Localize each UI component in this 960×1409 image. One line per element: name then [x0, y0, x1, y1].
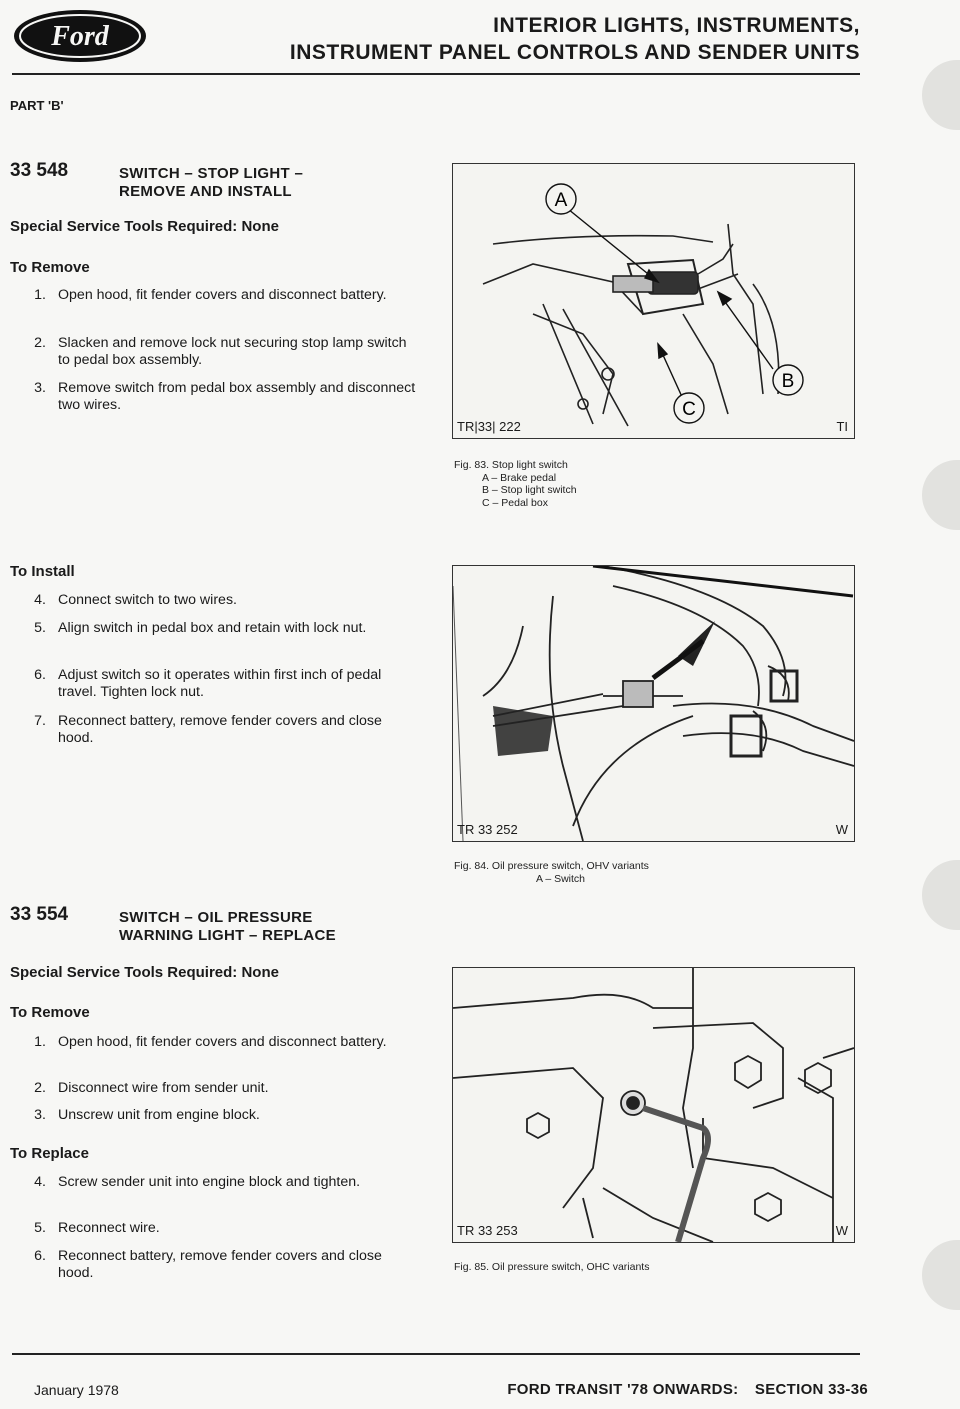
caption-item: B – Stop light switch — [482, 484, 577, 496]
install-heading: To Install — [10, 563, 75, 580]
figure-code: W — [835, 822, 848, 837]
ford-logo — [12, 8, 148, 64]
step: 2. Slacken and remove lock nut securing stop lamp switch to pedal box assembly. — [34, 335, 407, 368]
logo-text: Ford — [51, 21, 109, 52]
part-label: PART 'B' — [10, 98, 64, 113]
step: 6. Reconnect battery, remove fender covers and close hood. — [34, 1248, 382, 1281]
figure-oil-pressure-ohc — [452, 967, 855, 1243]
caption-title: Fig. 84. Oil pressure switch, OHV variants — [454, 860, 649, 872]
replace-heading: To Replace — [10, 1145, 89, 1162]
figure-caption — [454, 459, 577, 509]
figure-caption — [454, 860, 649, 885]
step: 3. Unscrew unit from engine block. — [34, 1107, 260, 1123]
caption-item: A – Switch — [536, 872, 586, 885]
footer-title — [507, 1381, 868, 1398]
figure-caption: Fig. 85. Oil pressure switch, OHC variants — [454, 1261, 650, 1273]
figure-code: W — [835, 1223, 848, 1238]
caption-title: Fig. 83. Stop light switch — [454, 459, 568, 471]
figure-stop-light-switch — [452, 163, 855, 439]
binding-hole — [922, 1240, 960, 1310]
binding-hole — [922, 460, 960, 530]
step: 5. Reconnect wire. — [34, 1220, 160, 1236]
caption-item: C – Pedal box — [482, 496, 548, 509]
section-title — [119, 909, 336, 945]
step: 4. Connect switch to two wires. — [34, 592, 237, 608]
callout-a: A — [554, 190, 568, 211]
figure-reference: TR|33| 222 — [457, 419, 521, 434]
footer-publication: FORD TRANSIT '78 ONWARDS: — [507, 1381, 739, 1398]
callout-c: C — [682, 399, 696, 420]
header-title-line1: INTERIOR LIGHTS, INSTRUMENTS, — [493, 14, 860, 37]
step: 2. Disconnect wire from sender unit. — [34, 1080, 269, 1096]
figure-reference: TR 33 252 — [457, 822, 518, 837]
step: 3. Remove switch from pedal box assembly and disconnect two wires. — [34, 380, 416, 413]
section-title-line2: WARNING LIGHT – REPLACE — [119, 927, 336, 944]
section-title-line1: SWITCH – OIL PRESSURE — [119, 909, 313, 926]
binding-hole — [922, 60, 960, 130]
page-header — [290, 12, 860, 66]
step: 4. Screw sender unit into engine block and tighten. — [34, 1174, 361, 1190]
figure-code: TI — [836, 419, 848, 434]
footer-rule — [12, 1353, 860, 1355]
footer-section: SECTION 33-36 — [754, 1381, 868, 1398]
step: 6. Adjust switch so it operates within first inch of pedal travel. Tighten lock nut. — [34, 667, 382, 700]
oil-pressure-ohv-illustration — [453, 566, 854, 841]
caption-item: A – Brake pedal — [482, 471, 557, 484]
step: 1. Open hood, fit fender covers and disconnect battery. — [34, 1034, 387, 1050]
tools-required: Special Service Tools Required: None — [10, 964, 279, 981]
section-title — [119, 165, 303, 201]
binding-hole — [922, 860, 960, 930]
stop-light-switch-illustration — [453, 164, 854, 438]
section-number: 33 554 — [10, 904, 69, 925]
section-title-line2: REMOVE AND INSTALL — [119, 183, 292, 200]
section-number: 33 548 — [10, 160, 69, 181]
footer-date: January 1978 — [34, 1382, 119, 1398]
header-rule — [12, 73, 860, 75]
step: 5. Align switch in pedal box and retain with lock nut. — [34, 620, 367, 636]
header-title-line2: INSTRUMENT PANEL CONTROLS AND SENDER UNITS — [289, 41, 860, 64]
remove-heading: To Remove — [10, 259, 90, 276]
figure-reference: TR 33 253 — [457, 1223, 518, 1238]
step: 1. Open hood, fit fender covers and disconnect battery. — [34, 287, 387, 303]
figure-oil-pressure-ohv — [452, 565, 855, 842]
step: 7. Reconnect battery, remove fender covers and close hood. — [34, 713, 382, 746]
tools-required: Special Service Tools Required: None — [10, 218, 279, 235]
section-title-line1: SWITCH – STOP LIGHT – — [119, 165, 304, 182]
callout-b: B — [781, 371, 795, 392]
oil-pressure-ohc-illustration — [453, 968, 854, 1242]
remove-heading: To Remove — [10, 1004, 90, 1021]
